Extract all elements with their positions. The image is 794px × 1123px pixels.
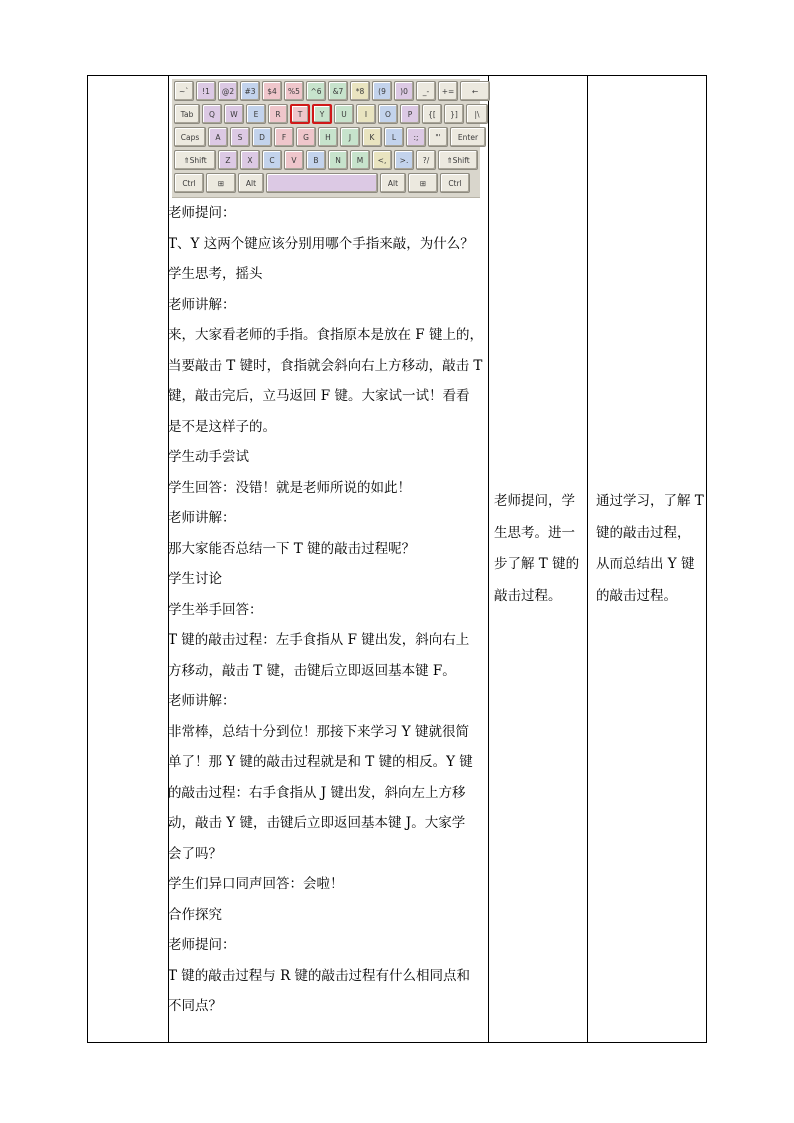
key: J: [340, 127, 360, 147]
key: "': [428, 127, 448, 147]
key: %5: [284, 81, 304, 101]
key: ⊞: [408, 173, 438, 193]
text-line: T 键的敲击过程与 R 键的敲击过程有什么相同点和: [168, 967, 471, 984]
design-intent-cell: [596, 486, 704, 612]
text-line: 敲击过程。: [494, 587, 562, 604]
text-line: 老师提问：: [168, 937, 236, 953]
teaching-process-text: [168, 198, 489, 1022]
key: Alt: [238, 173, 264, 193]
column-divider: [587, 76, 588, 1042]
key: |\: [466, 104, 488, 124]
key: N: [328, 150, 348, 170]
key: Ctrl: [440, 173, 470, 193]
key: +=: [438, 81, 458, 101]
text-line: 不同点？: [168, 998, 222, 1014]
text-line: 老师讲解：: [168, 510, 236, 526]
key: Tab: [174, 104, 200, 124]
key: I: [356, 104, 376, 124]
key: V: [284, 150, 304, 170]
key: Caps: [174, 127, 206, 147]
key: X: [240, 150, 260, 170]
lesson-table: [87, 75, 707, 1043]
keyboard-row: [174, 104, 488, 124]
text-line: 学生讨论: [168, 571, 222, 587]
design-intent-text: [596, 486, 704, 612]
key: ←: [460, 81, 490, 101]
text-line: 老师讲解：: [168, 296, 236, 313]
key: $4: [262, 81, 282, 101]
key: P: [400, 104, 420, 124]
text-line: 单了！那 Y 键的敲击过程就是和 T 键的相反。Y 键: [168, 754, 473, 770]
key: L: [384, 127, 404, 147]
text-line: 那大家能否总结一下 T 键的敲击过程呢？: [168, 540, 416, 557]
student-activity-text: [494, 486, 584, 612]
key: Enter: [450, 127, 486, 147]
key: A: [208, 127, 228, 147]
text-line: 学生举手回答：: [168, 601, 263, 618]
key: [266, 173, 378, 193]
key: ^6: [306, 81, 326, 101]
key: }]: [444, 104, 464, 124]
key: ~`: [174, 81, 194, 101]
key: Ctrl: [174, 173, 204, 193]
key: #3: [240, 81, 260, 101]
key: K: [362, 127, 382, 147]
key: E: [246, 104, 266, 124]
key: )0: [394, 81, 414, 101]
key: F: [274, 127, 294, 147]
text-line: 学生们异口同声回答：会啦！: [168, 876, 344, 892]
key: R: [268, 104, 288, 124]
text-line: 老师提问，学: [494, 493, 575, 509]
key: :;: [406, 127, 426, 147]
keyboard-row: [174, 173, 470, 193]
key: *8: [350, 81, 370, 101]
text-line: 是不是这样子的。: [168, 418, 276, 435]
keyboard-row: [174, 127, 486, 147]
key: M: [350, 150, 370, 170]
key: H: [318, 127, 338, 147]
text-line: 步了解 T 键的: [494, 556, 580, 572]
key: Z: [218, 150, 238, 170]
key: S: [230, 127, 250, 147]
text-line: 非常棒，总结十分到位！那接下来学习 Y 键就很简: [168, 723, 469, 740]
text-line: 键，敲击完后，立马返回 F 键。大家试一试！看看: [168, 388, 470, 404]
key: (9: [372, 81, 392, 101]
text-line: 学生回答：没错！就是老师所说的如此！: [168, 479, 411, 496]
key: U: [334, 104, 354, 124]
text-line: 学生动手尝试: [168, 449, 249, 465]
key: ?/: [416, 150, 436, 170]
text-line: 的敲击过程：右手食指从 J 键出发，斜向左上方移: [168, 784, 466, 801]
keyboard-diagram: [172, 79, 480, 198]
key: C: [262, 150, 282, 170]
key: ⇑Shift: [174, 150, 216, 170]
key: D: [252, 127, 272, 147]
key: >.: [394, 150, 414, 170]
key: ⊞: [206, 173, 236, 193]
key: ⇑Shift: [438, 150, 478, 170]
key: @2: [218, 81, 238, 101]
student-activity-cell: [494, 486, 584, 612]
key: &7: [328, 81, 348, 101]
text-line: 当要敲击 T 键时，食指就会斜向右上方移动，敲击 T: [168, 357, 483, 374]
text-line: 生思考。进一: [494, 524, 575, 541]
keyboard-row: [174, 150, 478, 170]
key: _-: [416, 81, 436, 101]
teaching-process-cell: [168, 76, 489, 1022]
text-line: 来，大家看老师的手指。食指原本是放在 F 键上的，: [168, 327, 483, 343]
key: T: [290, 104, 310, 124]
text-line: 通过学习，了解 T: [596, 493, 704, 509]
text-line: 从而总结出 Y 键: [596, 556, 695, 572]
text-line: 方移动，敲击 T 键，击键后立即返回基本键 F。: [168, 662, 456, 679]
text-line: 老师讲解：: [168, 693, 236, 709]
text-line: T 键的敲击过程：左手食指从 F 键出发，斜向右上: [168, 632, 470, 648]
text-line: 键的敲击过程，: [596, 524, 691, 541]
text-line: T、Y 这两个键应该分别用哪个手指来敲，为什么？: [168, 235, 474, 252]
key: B: [306, 150, 326, 170]
key: W: [224, 104, 244, 124]
text-line: 学生思考，摇头: [168, 266, 263, 282]
key: {[: [422, 104, 442, 124]
key: O: [378, 104, 398, 124]
key: Alt: [380, 173, 406, 193]
keyboard-row: [174, 81, 490, 101]
text-line: 的敲击过程。: [596, 587, 677, 604]
key: <,: [372, 150, 392, 170]
text-line: 动，敲击 Y 键，击键后立即返回基本键 J。大家学: [168, 815, 466, 831]
key: Q: [202, 104, 222, 124]
text-line: 会了吗？: [168, 845, 222, 862]
text-line: 合作探究: [168, 906, 222, 923]
key: Y: [312, 104, 332, 124]
key: G: [296, 127, 316, 147]
text-line: 老师提问：: [168, 205, 236, 221]
key: !1: [196, 81, 216, 101]
